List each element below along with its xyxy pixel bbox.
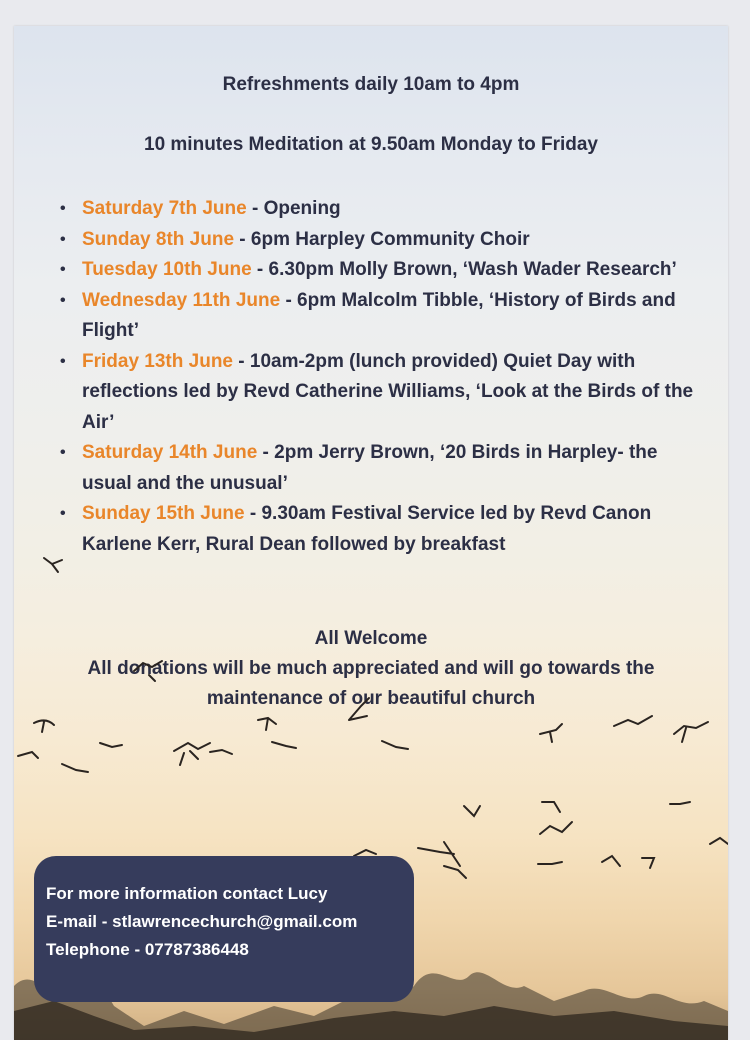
- event-date: Saturday 14th June: [82, 442, 258, 463]
- donations-text: All donations will be much appreciated and will go towards the: [87, 658, 655, 679]
- welcome-block: [14, 624, 728, 714]
- list-item: [60, 438, 700, 499]
- event-date: Tuesday 10th June: [82, 259, 252, 280]
- list-item: [60, 225, 700, 256]
- refreshments-line: Refreshments daily 10am to 4pm: [222, 74, 520, 95]
- contact-telephone[interactable]: Telephone - 07787386448: [46, 940, 249, 959]
- event-details: - 6pm Malcolm Tibble, ‘History of Birds and Flight’: [82, 289, 676, 341]
- event-date: Saturday 7th June: [82, 198, 247, 219]
- list-item: [60, 286, 700, 347]
- event-list: [60, 194, 700, 560]
- event-details: - 6pm Harpley Community Choir: [234, 228, 530, 250]
- contact-email[interactable]: E-mail - stlawrencechurch@gmail.com: [46, 912, 358, 931]
- contact-heading: For more information contact Lucy: [46, 884, 328, 903]
- meditation-line: 10 minutes Meditation at 9.50am Monday to Friday: [144, 134, 598, 155]
- event-details: - 6.30pm Molly Brown, ‘Wash Wader Research’: [251, 259, 677, 280]
- event-details: - 9.30am Festival Service led by Revd Canon Karlene Kerr, Rural Dean followed by breakfast: [82, 503, 652, 555]
- donations-text-continued: maintenance of our beautiful church: [206, 688, 536, 709]
- all-welcome-heading: All Welcome: [314, 628, 428, 649]
- list-item: [60, 255, 700, 286]
- event-date: Wednesday 11th June: [82, 289, 281, 311]
- list-item: [60, 194, 700, 225]
- event-details: - 10am-2pm (lunch provided) Quiet Day with reflections led by Revd Catherine Williams, ‘Look at the Birds of the Air’: [82, 350, 694, 433]
- event-details: - Opening: [246, 198, 341, 219]
- list-item: [60, 347, 700, 439]
- list-item: [60, 499, 700, 560]
- event-date: Friday 13th June: [82, 350, 233, 372]
- event-details: - 2pm Jerry Brown, ‘20 Birds in Harpley- the usual and the unusual’: [82, 442, 658, 494]
- event-date: Sunday 8th June: [82, 228, 235, 250]
- event-date: Sunday 15th June: [82, 503, 245, 524]
- festival-poster: [14, 26, 728, 1040]
- contact-box: [34, 856, 414, 1002]
